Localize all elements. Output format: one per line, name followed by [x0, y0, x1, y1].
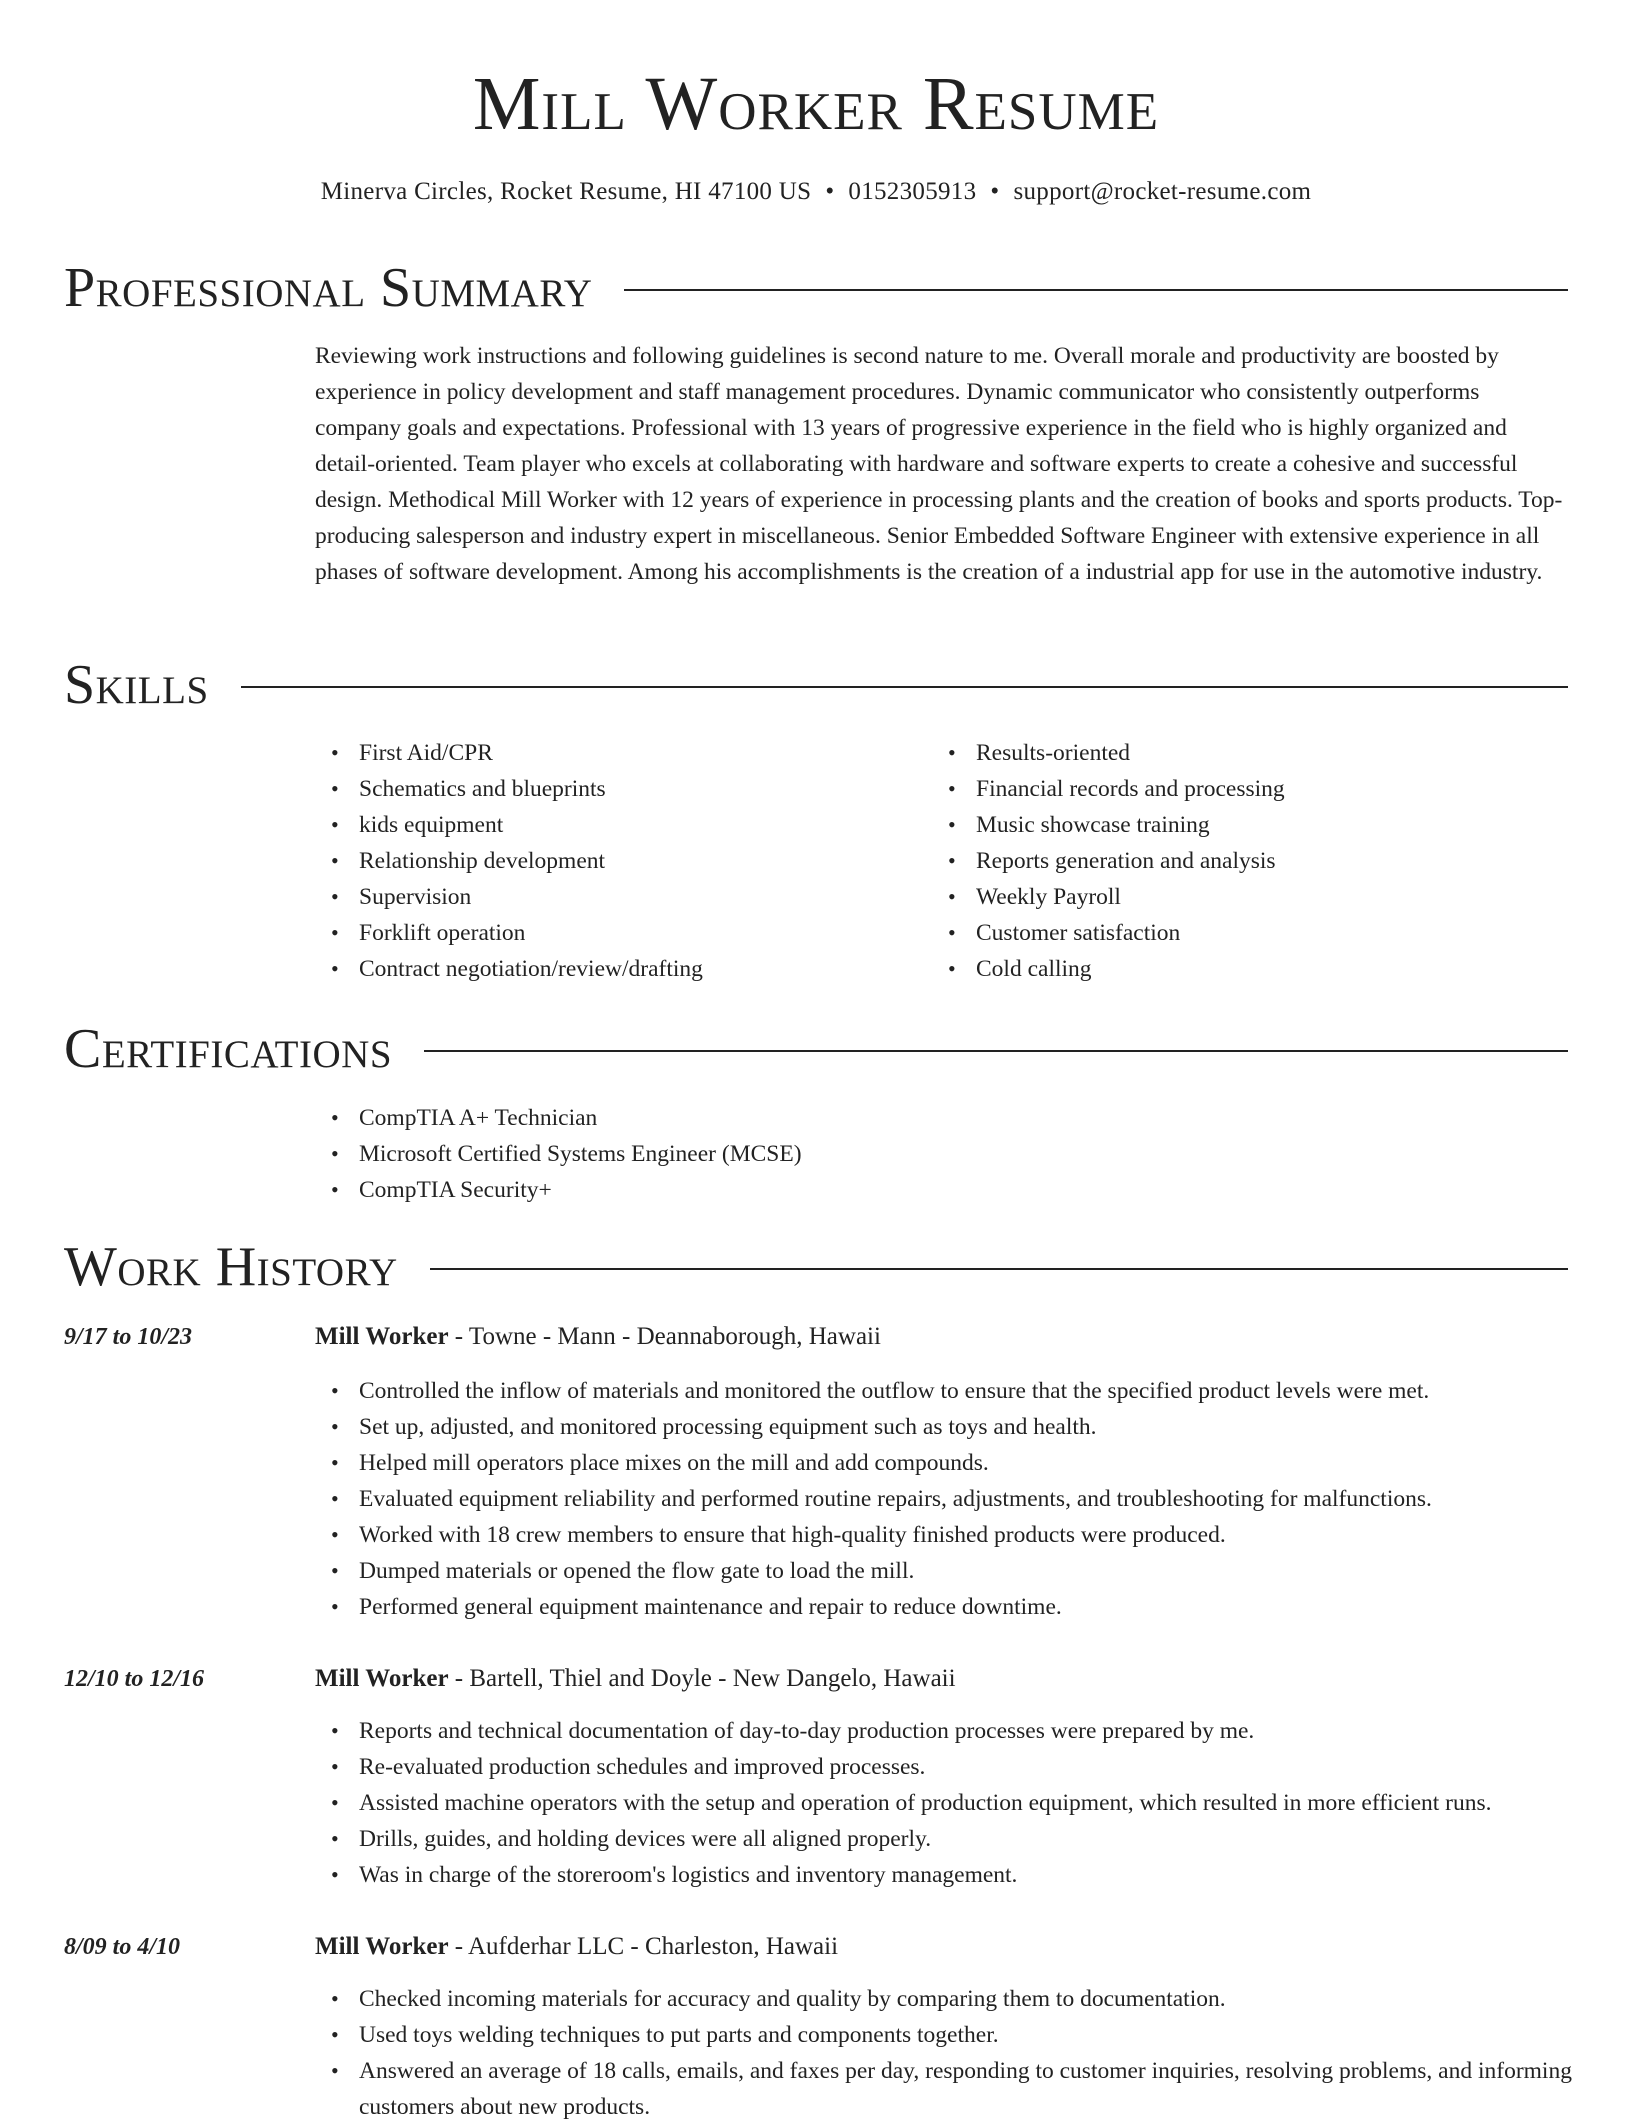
skills-list-right [932, 735, 1532, 987]
bullet-icon: • [331, 2058, 339, 2083]
list-item-text: Used toys welding techniques to put parts and components together. [359, 2022, 999, 2048]
skills-list-left [315, 735, 915, 987]
bullet-icon: • [331, 1754, 339, 1779]
list-item-text: Forklift operation [359, 920, 526, 946]
job-bullets [315, 1981, 1575, 2125]
summary-text: Reviewing work instructions and following guidelines is second nature to me. Overall morale and productivity are boosted by experience in policy development and staff management procedures. Dynamic communicator who consistently outperforms company goals and expectations. Professional with 13 years of progressive experience in the field who is highly organized and detail-oriented. Team player who excels at collaborating with hardware and software experts to create a cohesive and successful design. Methodical Mill Worker with 12 years of experience in processing plants and the creation of books and sports products. Top-producing salesperson and industry expert in miscellaneous. Senior Embedded Software Engineer with extensive experience in all phases of software development. Among his accomplishments is the creation of a industrial app for use in the automotive industry. [315, 343, 1563, 585]
job-bullets [315, 1373, 1575, 1625]
bullet-icon: • [948, 920, 956, 945]
list-item [932, 843, 1532, 879]
list-item [315, 1821, 1575, 1857]
job-title: Mill Worker [315, 1933, 449, 1960]
bullet-icon: • [331, 1790, 339, 1815]
bullet-icon: • [948, 848, 956, 873]
job-title-line [315, 1319, 881, 1355]
list-item-text: CompTIA A+ Technician [359, 1105, 598, 1131]
list-item [315, 1409, 1575, 1445]
bullet-icon: • [948, 884, 956, 909]
list-item [315, 1445, 1575, 1481]
contact-email[interactable]: support@rocket-resume.com [1013, 178, 1312, 205]
work-history-heading: Work History [64, 1236, 398, 1298]
bullet-icon: • [331, 1177, 339, 1202]
contact-line [0, 175, 1632, 209]
list-item [315, 1749, 1575, 1785]
list-item-text: Drills, guides, and holding devices were all aligned properly. [359, 1826, 932, 1852]
list-item-text: Dumped materials or opened the flow gate to load the mill. [359, 1558, 915, 1584]
list-item [315, 2053, 1575, 2125]
bullet-icon: • [331, 956, 339, 981]
list-item [932, 735, 1532, 771]
job-dates: 9/17 to 10/23 [64, 1324, 193, 1350]
list-item-text: Performed general equipment maintenance and repair to reduce downtime. [359, 1594, 1062, 1620]
list-item-text: Customer satisfaction [976, 920, 1181, 946]
job-title-line [315, 1661, 956, 1697]
bullet-icon: • [331, 1594, 339, 1619]
bullet-icon: • [331, 1486, 339, 1511]
bullet-icon: • [331, 1558, 339, 1583]
bullet-icon: • [331, 1986, 339, 2011]
list-item-text: Reports generation and analysis [976, 848, 1276, 874]
list-item-text: Financial records and processing [976, 776, 1285, 802]
resume-title: Mill Worker Resume [472, 62, 1160, 146]
bullet-icon: • [948, 740, 956, 765]
bullet-icon: • [331, 1718, 339, 1743]
list-item [315, 735, 915, 771]
bullet-icon: • [331, 1378, 339, 1403]
list-item [315, 771, 915, 807]
list-item-text: Helped mill operators place mixes on the mill and add compounds. [359, 1450, 989, 1476]
list-item [315, 1857, 1575, 1893]
list-item [315, 1481, 1575, 1517]
list-item-text: Contract negotiation/review/drafting [359, 956, 703, 982]
job-employer-location: - Bartell, Thiel and Doyle - New Dangelo, Hawaii [448, 1665, 956, 1692]
list-item [315, 1100, 1515, 1136]
list-item [315, 915, 915, 951]
bullet-icon: • [331, 2022, 339, 2047]
list-item [315, 951, 915, 987]
list-item-text: Worked with 18 crew members to ensure that high-quality finished products were produced. [359, 1522, 1226, 1548]
list-item [315, 807, 915, 843]
list-item-text: Checked incoming materials for accuracy and quality by comparing them to documentation. [359, 1986, 1226, 2012]
job-dates: 8/09 to 4/10 [64, 1934, 181, 1960]
bullet-icon: • [331, 1105, 339, 1130]
list-item [315, 1785, 1575, 1821]
bullet-icon: • [948, 812, 956, 837]
list-item [315, 879, 915, 915]
list-item [932, 915, 1532, 951]
skills-section-header [64, 655, 1568, 715]
list-item-text: Relationship development [359, 848, 606, 874]
list-item-text: Evaluated equipment reliability and performed routine repairs, adjustments, and troubleshooting for malfunctions. [359, 1486, 1432, 1512]
contact-separator: • [825, 178, 835, 205]
section-divider [624, 289, 1568, 291]
job-employer-location: - Aufderhar LLC - Charleston, Hawaii [448, 1933, 839, 1960]
list-item [315, 1136, 1515, 1172]
list-item [315, 843, 915, 879]
job-bullets [315, 1713, 1575, 1893]
job-dates: 12/10 to 12/16 [64, 1666, 205, 1692]
list-item-text: Music showcase training [976, 812, 1210, 838]
job-title-line [315, 1929, 838, 1965]
list-item [315, 1981, 1575, 2017]
list-item-text: First Aid/CPR [359, 740, 493, 766]
list-item [932, 771, 1532, 807]
bullet-icon: • [331, 1414, 339, 1439]
list-item-text: Was in charge of the storeroom's logistics and inventory management. [359, 1862, 1018, 1888]
summary-heading: Professional Summary [64, 257, 593, 319]
list-item [315, 2017, 1575, 2053]
skills-heading: Skills [64, 654, 209, 716]
list-item [932, 951, 1532, 987]
bullet-icon: • [331, 812, 339, 837]
list-item [932, 879, 1532, 915]
list-item-text: Reports and technical documentation of day-to-day production processes were prepared by me. [359, 1718, 1255, 1744]
list-item [315, 1373, 1575, 1409]
certifications-heading: Certifications [64, 1018, 393, 1080]
contact-address: Minerva Circles, Rocket Resume, HI 47100 US [320, 178, 812, 205]
job-title: Mill Worker [315, 1665, 449, 1692]
contact-phone: 0152305913 [848, 178, 977, 205]
bullet-icon: • [331, 884, 339, 909]
section-divider [424, 1050, 1568, 1052]
bullet-icon: • [948, 776, 956, 801]
bullet-icon: • [948, 956, 956, 981]
list-item-text: Controlled the inflow of materials and monitored the outflow to ensure that the specified product levels were met. [359, 1378, 1430, 1404]
list-item-text: Re-evaluated production schedules and improved processes. [359, 1754, 926, 1780]
list-item [315, 1517, 1575, 1553]
list-item-text: Weekly Payroll [976, 884, 1121, 910]
list-item [315, 1589, 1575, 1625]
certifications-section-header [64, 1019, 1568, 1079]
bullet-icon: • [331, 1862, 339, 1887]
bullet-icon: • [331, 776, 339, 801]
bullet-icon: • [331, 848, 339, 873]
section-divider [241, 686, 1568, 688]
bullet-icon: • [331, 1826, 339, 1851]
list-item-text: Supervision [359, 884, 472, 910]
work-history-section-header [64, 1237, 1568, 1297]
list-item-text: Microsoft Certified Systems Engineer (MCSE) [359, 1141, 802, 1167]
job-title: Mill Worker [315, 1323, 449, 1350]
bullet-icon: • [331, 920, 339, 945]
job-employer-location: - Towne - Mann - Deannaborough, Hawaii [448, 1323, 881, 1350]
list-item [315, 1172, 1515, 1208]
list-item-text: Set up, adjusted, and monitored processing equipment such as toys and health. [359, 1414, 1097, 1440]
contact-separator: • [990, 178, 1000, 205]
bullet-icon: • [331, 1141, 339, 1166]
bullet-icon: • [331, 1450, 339, 1475]
bullet-icon: • [331, 1522, 339, 1547]
certifications-list [315, 1100, 1515, 1208]
list-item-text: CompTIA Security+ [359, 1177, 552, 1203]
list-item-text: Answered an average of 18 calls, emails, and faxes per day, responding to customer inquiries, resolving problems, and informing customers about new products. [359, 2058, 1572, 2120]
list-item [315, 1713, 1575, 1749]
section-divider [430, 1268, 1568, 1270]
list-item-text: kids equipment [359, 812, 504, 838]
list-item-text: Cold calling [976, 956, 1092, 982]
list-item-text: Results-oriented [976, 740, 1131, 766]
list-item-text: Schematics and blueprints [359, 776, 606, 802]
bullet-icon: • [331, 740, 339, 765]
list-item-text: Assisted machine operators with the setup and operation of production equipment, which resulted in more efficient runs. [359, 1790, 1492, 1816]
list-item [932, 807, 1532, 843]
summary-section-header [64, 258, 1568, 318]
list-item [315, 1553, 1575, 1589]
